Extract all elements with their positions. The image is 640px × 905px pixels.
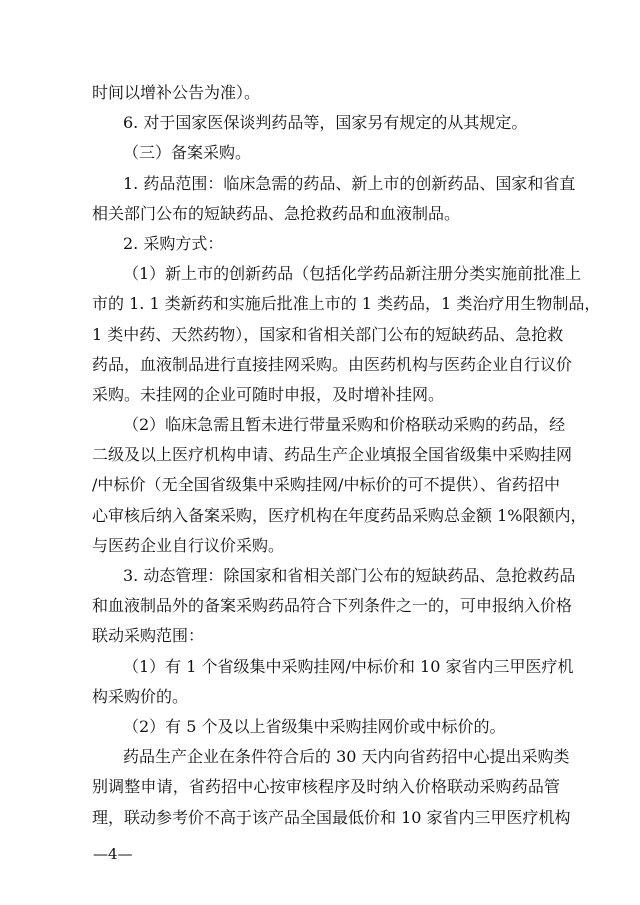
text-line: 联动采购范围： bbox=[92, 626, 205, 646]
text-line: 与医药企业自行议价采购。 bbox=[92, 535, 285, 555]
section-heading: （三）备案采购。 bbox=[123, 143, 252, 163]
text-line: /中标价（无全国省级集中采购挂网/中标价的可不提供）、省药招中 bbox=[92, 475, 560, 495]
text-line: 6. 对于国家医保谈判药品等，国家另有规定的从其规定。 bbox=[123, 113, 528, 133]
text-line: 时间以增补公告为准）。 bbox=[92, 83, 261, 102]
text-line: 理，联动参考价不高于该产品全国最低价和 10 家省内三甲医疗机构 bbox=[92, 807, 571, 827]
text-line: 2. 采购方式： bbox=[123, 233, 224, 253]
text-line: （1）新上市的创新药品（包括化学药品新注册分类实施前批准上 bbox=[123, 264, 582, 284]
text-line: 3. 动态管理：除国家和省相关部门公布的短缺药品、急抢救药品 bbox=[123, 566, 576, 585]
text-line: （2）有 5 个及以上省级集中采购挂网价或中标价的。 bbox=[123, 716, 506, 736]
body-text bbox=[92, 78, 601, 833]
text-line: 二级及以上医疗机构申请、药品生产企业填报全国省级集中采购挂网 bbox=[92, 445, 573, 465]
text-line: 药品，血液制品进行直接挂网采购。由医药机构与医药企业自行议价 bbox=[92, 354, 573, 374]
text-line: 别调整申请，省药招中心按审核程序及时纳入价格联动采购药品管 bbox=[92, 777, 560, 797]
text-line: 和血液制品外的备案采购药品符合下列条件之一的，可申报纳入价格 bbox=[92, 596, 573, 616]
text-line: 1 类中药、天然药物），国家和省相关部门公布的短缺药品、急抢救 bbox=[92, 324, 564, 344]
page-number: —4— bbox=[93, 845, 133, 863]
text-line: 心审核后纳入备案采购，医疗机构在年度药品采购总金额 1%限额内， bbox=[92, 505, 587, 525]
text-line: 1. 药品范围：临床急需的药品、新上市的创新药品、国家和省直 bbox=[123, 173, 576, 193]
text-line: 市的 1. 1 类新药和实施后批准上市的 1 类药品，1 类治疗用生物制品， bbox=[92, 294, 601, 314]
text-line: 相关部门公布的短缺药品、急抢救药品和血液制品。 bbox=[92, 203, 461, 223]
text-line: （2）临床急需且暂未进行带量采购和价格联动采购的药品，经 bbox=[123, 415, 566, 435]
text-line: （1）有 1 个省级集中采购挂网/中标价和 10 家省内三甲医疗机 bbox=[123, 656, 574, 676]
text-line: 构采购价的。 bbox=[92, 686, 189, 706]
text-line: 采购。未挂网的企业可随时申报，及时增补挂网。 bbox=[92, 384, 445, 404]
text-line: 药品生产企业在条件符合后的 30 天内向省药招中心提出采购类 bbox=[123, 747, 570, 767]
